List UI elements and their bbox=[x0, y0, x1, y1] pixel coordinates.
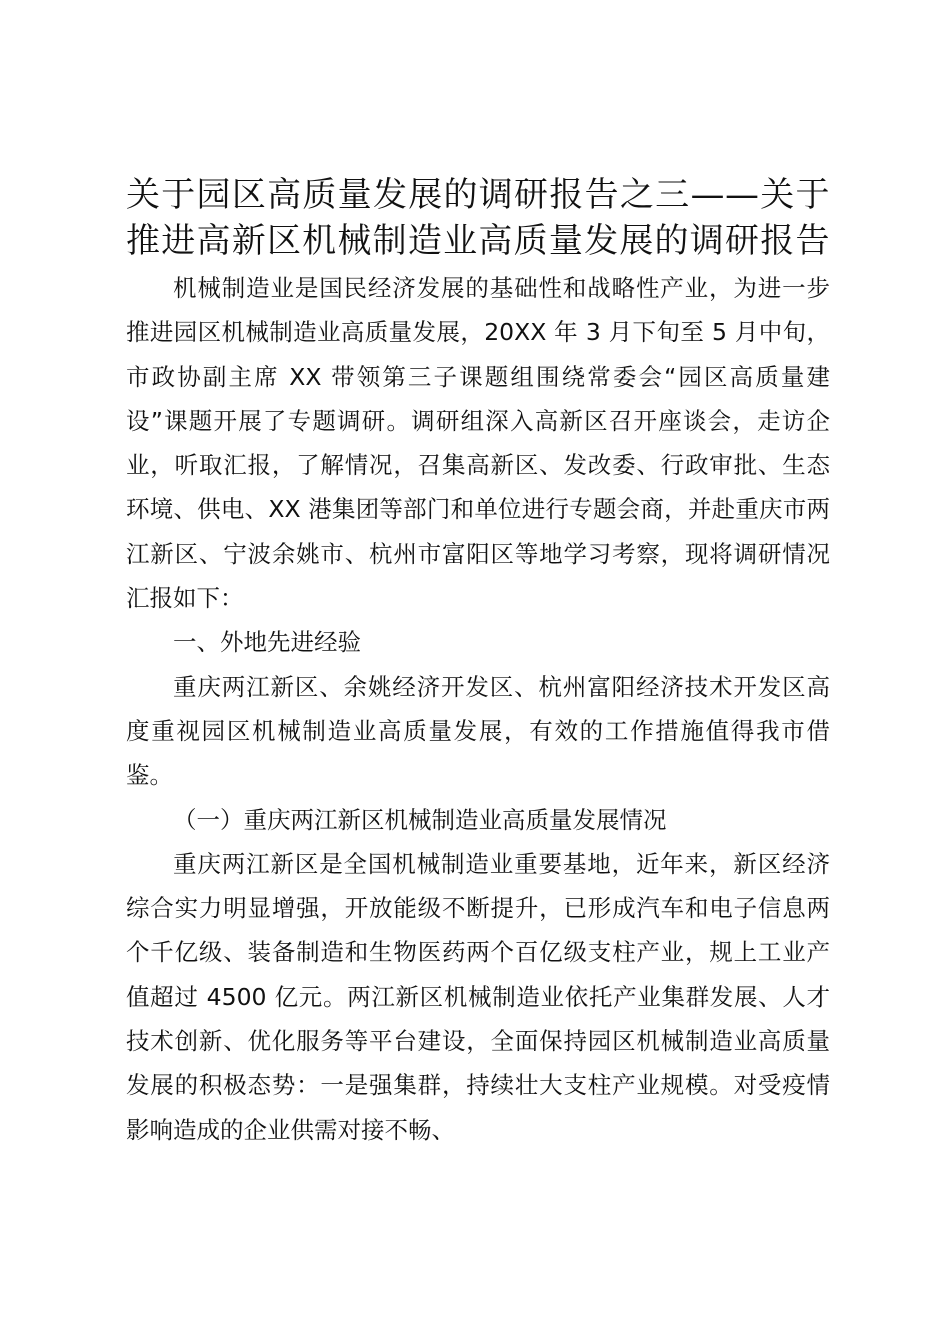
subsection-heading-1: （一）重庆两江新区机械制造业高质量发展情况 bbox=[173, 805, 667, 834]
document-title bbox=[126, 172, 830, 264]
title-line-2: 推进高新区机械制造业高质量发展的调研报告 bbox=[126, 221, 830, 261]
section-1-paragraph: 重庆两江新区、余姚经济开发区、杭州富阳经济技术开发区高度重视园区机械制造业高质量发展，有效的工作措施值得我市借鉴。 bbox=[126, 672, 830, 790]
subsection-1-paragraph: 重庆两江新区是全国机械制造业重要基地，近年来，新区经济综合实力明显增强，开放能级不断提升，已形成汽车和电子信息两个千亿级、装备制造和生物医药两个百亿级支柱产业，规上工业产值超过 4500 亿元。两江新区机械制造业依托产业集群发展、人才技术创新、优化服务等平台建设，全面保持园区机械制造业高质量发展的积极态势：一是强集群，持续壮大支柱产业规模。对受疫情影响造成的企业供需对接不畅、 bbox=[126, 849, 830, 1144]
title-line-1: 关于园区高质量发展的调研报告之三——关于 bbox=[126, 175, 830, 215]
document-body bbox=[126, 172, 830, 1152]
section-heading-1: 一、外地先进经验 bbox=[173, 628, 361, 657]
intro-paragraph: 机械制造业是国民经济发展的基础性和战略性产业，为进一步推进园区机械制造业高质量发展，20XX 年 3 月下旬至 5 月中旬，市政协副主席 XX 带领第三子课题组围绕常委会“园区高质量建设”课题开展了专题调研。调研组深入高新区召开座谈会，走访企业，听取汇报，了解情况，召集高新区、发改委、行政审批、生态环境、供电、XX 港集团等部门和单位进行专题会商，并赴重庆市两江新区、宁波余姚市、杭州市富阳区等地学习考察，现将调研情况汇报如下： bbox=[126, 274, 830, 613]
